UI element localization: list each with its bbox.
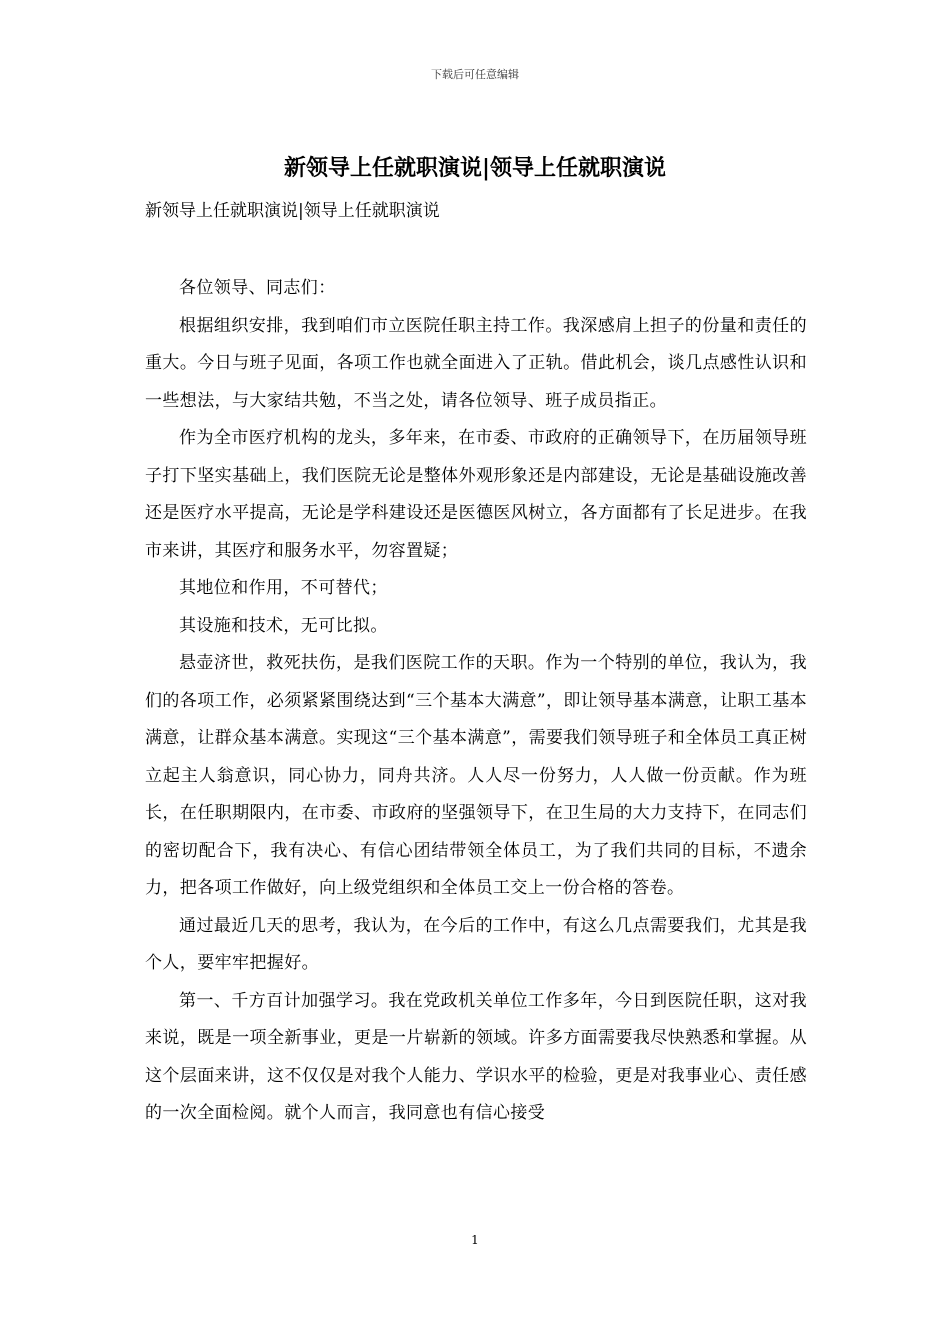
page-number: 1 [471, 1233, 479, 1247]
document-subtitle: 新领导上任就职演说|领导上任就职演说 [145, 201, 440, 221]
paragraph-3: 其地位和作用，不可替代； [179, 578, 388, 598]
paragraph-6: 通过最近几天的思考，我认为，在今后的工作中，有这么几点需要我们，尤其是我个人，要牢牢把握好。 [145, 915, 807, 973]
header-note: 下载后可任意编辑 [431, 68, 519, 81]
paragraph-2: 作为全市医疗机构的龙头，多年来，在市委、市政府的正确领导下，在历届领导班子打下坚实基础上，我们医院无论是整体外观形象还是内部建设，无论是基础设施改善还是医疗水平提高，无论是学科建设还是医德医风树立，各方面都有了长足进步。在我市来讲，其医疗和服务水平，勿容置疑； [145, 428, 807, 561]
paragraph-7: 第一、千方百计加强学习。我在党政机关单位工作多年，今日到医院任职，这对我来说，既是一项全新事业，更是一片崭新的领域。许多方面需要我尽快熟悉和掌握。从这个层面来讲，这不仅仅是对我个人能力、学识水平的检验，更是对我事业心、责任感的一次全面检阅。就个人而言，我同意也有信心接受 [145, 990, 807, 1123]
document-title: 新领导上任就职演说|领导上任就职演说 [283, 155, 666, 181]
document-body [145, 270, 807, 1133]
paragraph-5: 悬壶济世，救死扶伤，是我们医院工作的天职。作为一个特别的单位，我认为，我们的各项工作，必须紧紧围绕达到“三个基本大满意”，即让领导基本满意，让职工基本满意，让群众基本满意。实现这“三个基本满意”，需要我们领导班子和全体员工真正树立起主人翁意识，同心协力，同舟共济。人人尽一份努力，人人做一份贡献。作为班长，在任职期限内，在市委、市政府的坚强领导下，在卫生局的大力支持下，在同志们的密切配合下，我有决心、有信心团结带领全体员工，为了我们共同的目标，不遗余力，把各项工作做好，向上级党组织和全体员工交上一份合格的答卷。 [145, 653, 807, 898]
paragraph-greeting: 各位领导、同志们： [179, 278, 336, 298]
paragraph-1: 根据组织安排，我到咱们市立医院任职主持工作。我深感肩上担子的份量和责任的重大。今日与班子见面，各项工作也就全面进入了正轨。借此机会，谈几点感性认识和一些想法，与大家结共勉，不当之处，请各位领导、班子成员指正。 [145, 315, 807, 411]
paragraph-4: 其设施和技术，无可比拟。 [179, 615, 388, 636]
